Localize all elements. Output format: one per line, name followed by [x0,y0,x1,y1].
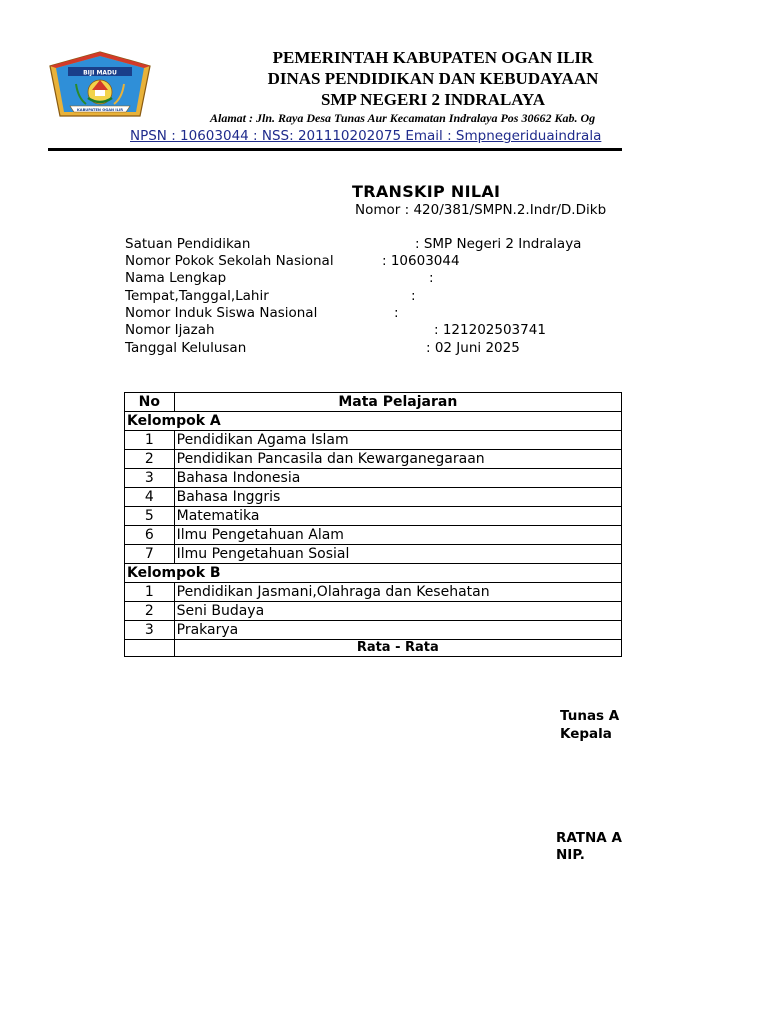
table-row [125,431,622,450]
logo-banner-text: BIJI MADU [83,69,117,77]
average-label: Rata - Rata [174,640,621,657]
document-title: TRANSKIP NILAI [352,182,501,201]
signature-position: Kepala [560,726,612,742]
info-value-graduation: : 02 Juni 2025 [426,340,520,356]
row-number: 3 [125,469,175,488]
table-row [125,469,622,488]
table-row [125,526,622,545]
average-row [125,640,622,657]
row-number: 4 [125,488,175,507]
table-row [125,545,622,564]
table-header-row [125,393,622,412]
column-header-no: No [125,393,175,412]
info-label-school: Satuan Pendidikan [125,236,251,252]
row-number: 1 [125,583,175,602]
signature-place: Tunas A [560,708,620,724]
row-subject: Pendidikan Jasmani,Olahraga dan Kesehatan [174,583,621,602]
row-number: 2 [125,450,175,469]
info-value-birth: : [411,288,416,304]
header-contact-link[interactable]: NPSN : 10603044 : NSS: 201110202075 Email : Smpnegeriduaindrala [130,128,602,144]
group-label-a: Kelompok A [125,412,622,431]
table-row [125,507,622,526]
signature-name: RATNA A [556,830,622,846]
info-label-npsn: Nomor Pokok Sekolah Nasional [125,253,334,269]
table-row [125,583,622,602]
info-label-name: Nama Lengkap [125,270,227,286]
signature-nip: NIP. [556,847,585,863]
info-label-ijazah: Nomor Ijazah [125,322,215,338]
table-row [125,621,622,640]
info-label-birth: Tempat,Tanggal,Lahir [125,288,269,304]
group-row-b [125,564,622,583]
row-subject: Pendidikan Agama Islam [174,431,621,450]
row-subject: Matematika [174,507,621,526]
grades-table [124,392,622,657]
info-label-nisn: Nomor Induk Siswa Nasional [125,305,318,321]
column-header-subject: Mata Pelajaran [174,393,621,412]
row-number: 3 [125,621,175,640]
group-label-b: Kelompok B [125,564,622,583]
info-label-graduation: Tanggal Kelulusan [125,340,247,356]
row-subject: Prakarya [174,621,621,640]
group-row-a [125,412,622,431]
row-number: 2 [125,602,175,621]
info-value-nisn: : [394,305,399,321]
header-government: PEMERINTAH KABUPATEN OGAN ILIR [272,48,594,67]
row-subject: Bahasa Inggris [174,488,621,507]
header-department: DINAS PENDIDIKAN DAN KEBUDAYAAN [267,69,599,88]
info-value-ijazah: : 121202503741 [434,322,546,338]
table-row [125,450,622,469]
row-number: 1 [125,431,175,450]
info-value-name: : [429,270,434,286]
row-subject: Ilmu Pengetahuan Sosial [174,545,621,564]
row-number: 5 [125,507,175,526]
table-row [125,488,622,507]
row-number: 7 [125,545,175,564]
row-subject: Ilmu Pengetahuan Alam [174,526,621,545]
header-address: Alamat : Jln. Raya Desa Tunas Aur Kecamatan Indralaya Pos 30662 Kab. Og [210,111,596,125]
logo-ribbon-text: KABUPATEN OGAN ILIR [77,108,123,112]
info-value-school: : SMP Negeri 2 Indralaya [415,236,582,252]
header-divider [48,148,622,151]
header-school-name: SMP NEGERI 2 INDRALAYA [320,90,546,109]
document-number: Nomor : 420/381/SMPN.2.Indr/D.Dikb [355,202,607,218]
row-subject: Bahasa Indonesia [174,469,621,488]
row-number: 6 [125,526,175,545]
row-subject: Pendidikan Pancasila dan Kewarganegaraan [174,450,621,469]
info-value-npsn: : 10603044 [382,253,460,269]
ogan-ilir-emblem-logo [48,50,152,118]
table-row [125,602,622,621]
row-subject: Seni Budaya [174,602,621,621]
average-empty-cell [125,640,175,657]
